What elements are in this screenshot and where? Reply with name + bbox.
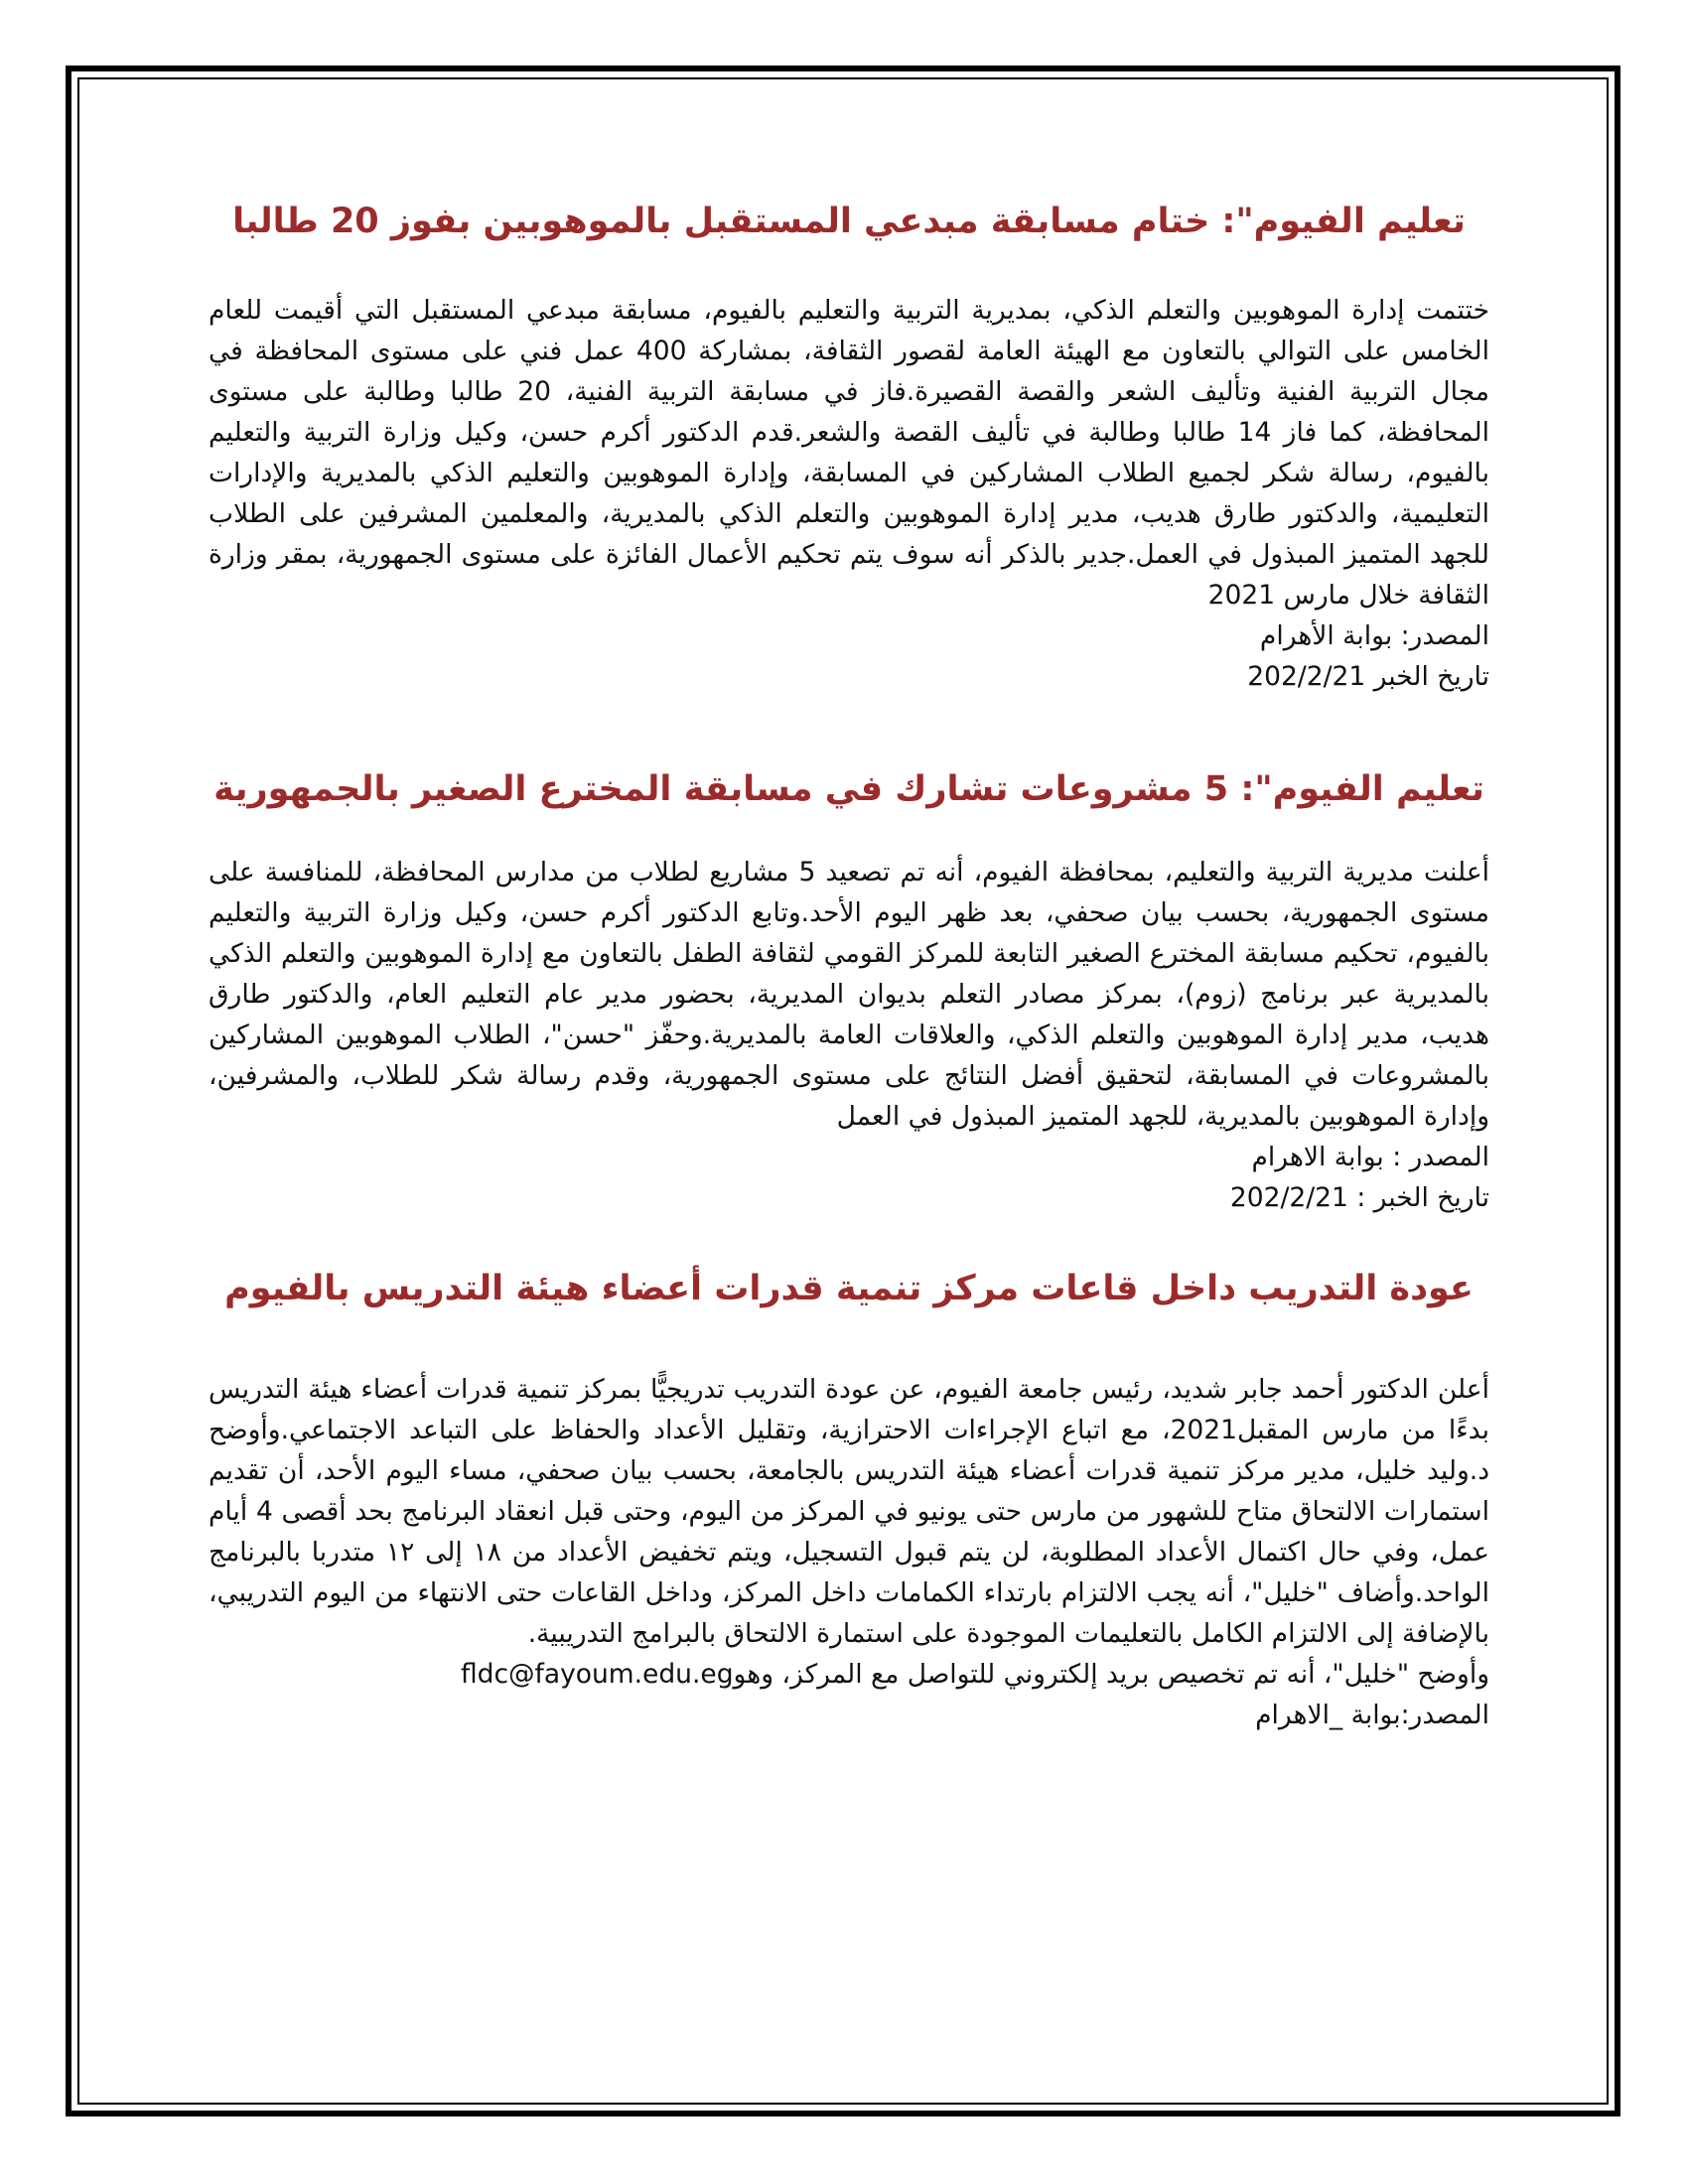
article-date: تاريخ الخبر : 202/2/21 bbox=[1229, 1182, 1489, 1213]
news-article-3 bbox=[209, 1268, 1489, 1735]
article-headline: تعليم الفيوم": 5 مشروعات تشارك في مسابقة المخترع الصغير بالجمهورية bbox=[213, 769, 1484, 809]
contact-email[interactable]: fldc@fayoum.edu.eg bbox=[460, 1659, 734, 1690]
article-headline: تعليم الفيوم": ختام مسابقة مبدعي المستقبل بالموهوبين بفوز 20 طالبا bbox=[232, 202, 1466, 241]
document-body bbox=[209, 189, 1489, 1735]
news-article-1 bbox=[209, 201, 1489, 697]
article-body: أعلن الدكتور أحمد جابر شديد، رئيس جامعة الفيوم، عن عودة التدريب تدريجيًّا بمركز تنمية قدرات أعضاء هيئة التدريس بدءًا من مارس المقبل2021، مع اتباع الإجراءات الاحترازية، وتقليل الأعداد والحفاظ على التباعد الاجتماعي.وأوضح د.وليد خليل، مدير مركز تنمية قدرات أعضاء هيئة التدريس بالجامعة، بحسب بيان صحفي، مساء اليوم الأحد، أن تقديم استمارات الالتحاق متاح للشهور من مارس حتى يونيو في المركز من اليوم، وحتى قبل انعقاد البرنامج بحد أقصى 4 أيام عمل، وفي حال اكتمال الأعداد المطلوبة، لن يتم قبول التسجيل، ويتم تخفيض الأعداد من ١٨ إلى ١٢ متدربا بالبرنامج الواحد.وأضاف "خليل"، أنه يجب الالتزام بارتداء الكمامات داخل المركز، وداخل القاعات حتى الانتهاء من اليوم التدريبي، بالإضافة إلى الالتزام الكامل بالتعليمات الموجودة على استمارة الالتحاق بالبرامج التدريبية. bbox=[209, 1374, 1490, 1649]
article-contact-line bbox=[209, 1654, 1489, 1695]
article-source: المصدر:بوابة _الاهرام bbox=[1255, 1700, 1489, 1730]
contact-text: وأوضح "خليل"، أنه تم تخصيص بريد إلكتروني للتواصل مع المركز، وهو bbox=[733, 1659, 1489, 1690]
article-source: المصدر : بوابة الاهرام bbox=[1251, 1142, 1489, 1172]
article-headline: عودة التدريب داخل قاعات مركز تنمية قدرات أعضاء هيئة التدريس بالفيوم bbox=[224, 1269, 1474, 1308]
article-body: أعلنت مديرية التربية والتعليم، بمحافظة الفيوم، أنه تم تصعيد 5 مشاريع لطلاب من مدارس المحافظة، للمنافسة على مستوى الجمهورية، بحسب بيان صحفي، بعد ظهر اليوم الأحد.وتابع الدكتور أكرم حسن، وكيل وزارة التربية والتعليم بالفيوم، تحكيم مسابقة المخترع الصغير التابعة للمركز القومي لثقافة الطفل بالتعاون مع إدارة الموهوبين والتعلم الذكي بالمديرية عبر برنامج (زوم)، بمركز مصادر التعلم بديوان المديرية، بحضور مدير عام التعليم العام، والدكتور طارق هديب، مدير إدارة الموهوبين والتعلم الذكي، والعلاقات العامة بالمديرية.وحفّز "حسن"، الطلاب الموهوبين المشاركين بالمشروعات في المسابقة، لتحقيق أفضل النتائج على مستوى الجمهورية، وقدم رسالة شكر للطلاب، والمشرفين، وإدارة الموهوبين بالمديرية، للجهد المتميز المبذول في العمل bbox=[209, 857, 1490, 1132]
article-body: ختتمت إدارة الموهوبين والتعلم الذكي، بمديرية التربية والتعليم بالفيوم، مسابقة مبدعي المستقبل التي أقيمت للعام الخامس على التوالي بالتعاون مع الهيئة العامة لقصور الثقافة، بمشاركة 400 عمل فني على مستوى المحافظة في مجال التربية الفنية وتأليف الشعر والقصة القصيرة.فاز في مسابقة التربية الفنية، 20 طالبا وطالبة على مستوى المحافظة، كما فاز 14 طالبا وطالبة في تأليف القصة والشعر.قدم الدكتور أكرم حسن، وكيل وزارة التربية والتعليم بالفيوم، رسالة شكر لجميع الطلاب المشاركين في المسابقة، وإدارة الموهوبين والتعليم الذكي بالمديرية والإدارات التعليمية، والدكتور طارق هديب، مدير إدارة الموهوبين والتعلم الذكي بالمديرية، والمعلمين المشرفين على الطلاب للجهد المتميز المبذول في العمل.جدير بالذكر أنه سوف يتم تحكيم الأعمال الفائزة على مستوى الجمهورية، بمقر وزارة الثقافة خلال مارس 2021 bbox=[209, 295, 1489, 611]
news-article-2 bbox=[209, 768, 1489, 1218]
article-date: تاريخ الخبر 202/2/21 bbox=[1247, 661, 1489, 692]
article-source: المصدر: بوابة الأهرام bbox=[1259, 620, 1489, 651]
